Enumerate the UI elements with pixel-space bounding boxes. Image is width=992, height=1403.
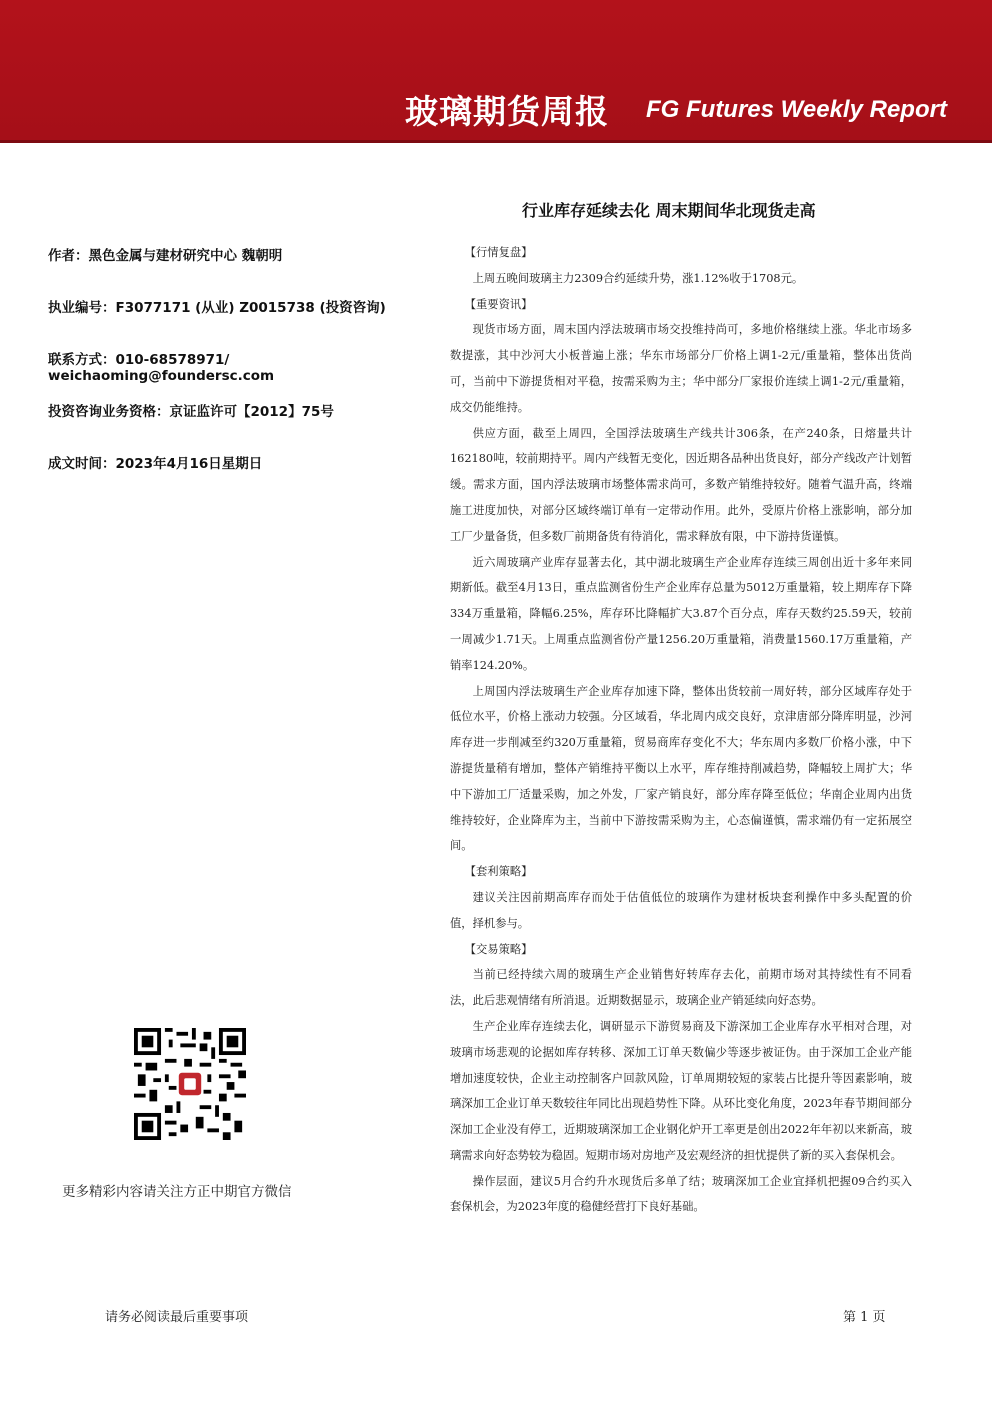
- section-heading: 【行情复盘】: [464, 246, 533, 259]
- qr-code-icon: [134, 1028, 246, 1140]
- author-line: 作者：黑色金属与建材研究中心 魏朝明: [48, 248, 283, 264]
- paragraph: 当前已经持续六周的玻璃生产企业销售好转库存去化，前期市场对其持续性有不同看法，此后悲观情绪有所消退。近期数据显示，玻璃企业产销延续向好态势。: [450, 968, 912, 1008]
- paragraph: 近六周玻璃产业库存显著去化，其中湖北玻璃生产企业库存连续三周创出近十多年来同期新低。截至4月13日，重点监测省份生产企业库存总量为5012万重量箱，较上期库存下降334万重量箱，降幅6.25%，库存环比降幅扩大3.87个百分点，库存天数约25.59天，较前一周减少1.71天。上周重点监测省份产量1256.20万重量箱，消费量1560.17万重量箱，产销率124.20%。: [450, 555, 912, 672]
- paragraph: 操作层面，建议5月合约升水现货后多单了结；玻璃深加工企业宜择机把握09合约买入套保机会，为2023年度的稳健经营打下良好基础。: [450, 1174, 912, 1214]
- paragraph: 现货市场方面，周末国内浮法玻璃市场交投维持尚可，多地价格继续上涨。华北市场多数提涨，其中沙河大小板普遍上涨；华东市场部分厂价格上调1-2元/重量箱，整体出货尚可，当前中下游提货相对平稳，按需采购为主；华中部分厂家报价连续上调1-2元/重量箱，成交仍能维持。: [450, 323, 912, 414]
- section-heading: 【重要资讯】: [464, 297, 533, 311]
- header-divider: [0, 140, 992, 143]
- paragraph: 上周国内浮法玻璃生产企业库存加速下降，整体出货较前一周好转，部分区域库存处于低位水平，价格上涨动力较强。分区域看，华北周内成交良好，京津唐部分降库明显，沙河库存进一步削减至约320万重量箱，贸易商库存变化不大；华东周内多数厂价格小涨，中下游提货量稍有增加，整体产销维持平衡以上水平，库存维持削减趋势，降幅较上周扩大；华中下游加工厂适量采购，加之外发，厂家产销良好，部分库存降至低位；华南企业周内出货维持较好，企业降库为主，当前中下游按需采购为主，心态偏谨慎，需求端仍有一定拓展空间。: [450, 684, 912, 853]
- article-body: [450, 240, 912, 1220]
- license-line: 执业编号：F3077171 (从业) Z0015738 (投资咨询): [48, 300, 386, 316]
- paragraph: 上周五晚间玻璃主力2309合约延续升势，涨1.12%收于1708元。: [472, 271, 804, 285]
- article-title: 行业库存延续去化 周末期间华北现货走高: [522, 201, 816, 220]
- report-title-en: FG Futures Weekly Report: [646, 96, 947, 123]
- section-heading: 【套利策略】: [464, 865, 533, 879]
- footer-notice: 请务必阅读最后重要事项: [105, 1310, 249, 1325]
- page-number: 第 1 页: [843, 1310, 886, 1325]
- section-heading: 【交易策略】: [464, 942, 533, 956]
- paragraph: 生产企业库存连续去化，调研显示下游贸易商及下游深加工企业库存水平相对合理，对玻璃市场悲观的论据如库存转移、深加工订单天数偏少等逐步被证伪。由于深加工企业产能增加速度较快，企业主动控制客户回款风险，订单周期较短的家装占比提升等因素影响，玻璃深加工企业订单天数较往年同比出现趋势性下降。从环比变化角度，2023年春节期间部分深加工企业没有停工，近期玻璃深加工企业钢化炉开工率更是创出2022年年初以来新高，玻璃需求向好态势较为稳固。短期市场对房地产及宏观经济的担忧提供了新的买入套保机会。: [450, 1019, 912, 1162]
- paragraph: 供应方面，截至上周四，全国浮法玻璃生产线共计306条，在产240条，日熔量共计162180吨，较前期持平。周内产线暂无变化，因近期各品种出货良好，部分产线改产计划暂缓。需求方面，国内浮法玻璃市场整体需求尚可，多数产销维持较好。随着气温升高，终端施工进度加快，对部分区域终端订单有一定带动作用。此外，受原片价格上涨影响，部分加工厂少量备货，但多数厂前期备货有待消化，需求释放有限，中下游持货谨慎。: [450, 426, 912, 543]
- report-title-cn: 玻璃期货周报: [405, 92, 609, 131]
- qualification-line: 投资咨询业务资格：京证监许可【2012】75号: [48, 404, 334, 420]
- contact-line: 联系方式：010-68578971/ weichaoming@foundersc.com: [48, 352, 275, 384]
- date-line: 成文时间：2023年4月16日星期日: [48, 456, 263, 472]
- qr-caption: 更多精彩内容请关注方正中期官方微信: [62, 1184, 292, 1200]
- paragraph: 建议关注因前期高库存而处于估值低位的玻璃作为建材板块套利操作中多头配置的价值，择机参与。: [450, 890, 912, 930]
